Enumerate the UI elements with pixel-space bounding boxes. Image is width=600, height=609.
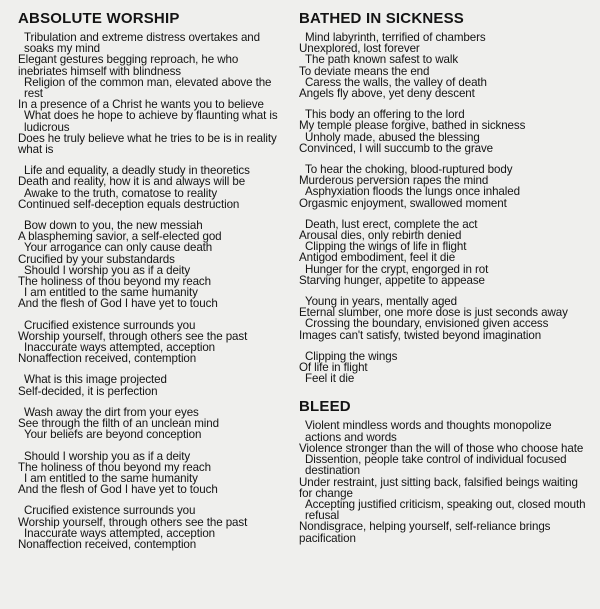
lyric-line: Religion of the common man, elevated above the rest	[24, 75, 272, 101]
lyric-line: Crucified existence surrounds you	[24, 318, 196, 332]
lyric-line: The path known safest to walk	[305, 53, 459, 67]
lyric-line: Self-decided, it is perfection	[18, 384, 158, 398]
lyric-line: Eternal slumber, one more dose is just seconds away	[299, 306, 568, 320]
stanza	[18, 32, 290, 155]
stanza	[18, 220, 290, 310]
lyric-line: Continued self-deception equals destruction	[18, 197, 240, 211]
lyric-line: Crossing the boundary, envisioned given access	[305, 317, 549, 331]
lyric-line: Clipping the wings	[305, 349, 398, 363]
lyric-line: Worship yourself, through others see the past	[18, 515, 248, 529]
lyric-line: My temple please forgive, bathed in sickness	[299, 119, 526, 133]
lyric-line: Your beliefs are beyond conception	[24, 428, 202, 442]
lyric-line: Dissention, people take control of individual focused destination	[305, 453, 567, 478]
lyric-line: Should I worship you as if a deity	[24, 263, 191, 277]
lyric-line: This body an offering to the lord	[305, 108, 465, 122]
lyric-line: Feel it die	[305, 372, 355, 386]
lyric-line: Awake to the truth, comatose to reality	[24, 186, 218, 200]
stanza-list	[299, 32, 589, 384]
song-title-bathed-in-sickness: BATHED IN SICKNESS	[299, 10, 465, 27]
lyric-line: Of life in flight	[299, 361, 368, 375]
lyric-line: Images can't satisfy, twisted beyond imagination	[299, 328, 542, 342]
lyric-line: Tribulation and extreme distress overtakes and soaks my mind	[24, 31, 260, 56]
lyric-line: The holiness of thou beyond my reach	[18, 460, 211, 474]
lyric-line: Nondisgrace, helping yourself, self-reliance brings pacification	[299, 520, 551, 545]
lyric-line: What does he hope to achieve by flaunting what is ludicrous	[24, 109, 278, 134]
stanza	[299, 109, 589, 154]
lyric-line: A blaspheming savior, a self-elected god	[18, 230, 222, 244]
lyric-line: Under restraint, just sitting back, falsified beings waiting for change	[299, 475, 578, 500]
lyric-line: Starving hunger, appetite to appease	[299, 273, 485, 287]
lyric-line: Arousal dies, only rebirth denied	[299, 229, 462, 243]
lyric-line: Crucified by your substandards	[18, 252, 175, 266]
right-column	[299, 10, 589, 554]
lyric-line: I am entitled to the same humanity	[24, 471, 198, 485]
lyric-line: Violence stronger than the will of those who choose hate	[299, 441, 584, 455]
lyric-line: Asphyxiation floods the lungs once inhaled	[305, 185, 520, 199]
stanza	[18, 165, 290, 210]
lyric-line: Death, lust erect, complete the act	[305, 217, 478, 231]
stanza	[299, 351, 589, 385]
lyric-line: Hunger for the crypt, engorged in rot	[305, 262, 489, 276]
lyric-line: I am entitled to the same humanity	[24, 286, 198, 300]
lyric-line: Angels fly above, yet deny descent	[299, 87, 475, 101]
stanza	[18, 451, 290, 496]
lyric-line: Nonaffection received, contemption	[18, 352, 197, 366]
left-column	[18, 10, 290, 560]
lyric-line: Unholy made, abused the blessing	[305, 130, 480, 144]
lyric-line: Mind labyrinth, terrified of chambers	[305, 31, 486, 44]
lyric-line: Does he truly believe what he tries to be is in reality what is	[18, 131, 277, 157]
lyric-line: Worship yourself, through others see the past	[18, 329, 248, 343]
stanza	[18, 407, 290, 441]
lyric-line: Orgasmic enjoyment, swallowed moment	[299, 196, 507, 210]
lyric-line: Caress the walls, the valley of death	[305, 75, 487, 89]
lyric-line: See through the filth of an unclean mind	[18, 417, 219, 431]
stanza	[18, 505, 290, 550]
lyric-line: Wash away the dirt from your eyes	[24, 405, 199, 419]
lyric-line: Inaccurate ways attempted, acception	[24, 526, 216, 540]
stanza	[299, 420, 589, 543]
lyric-line: The holiness of thou beyond my reach	[18, 275, 211, 289]
lyric-line: Accepting justified criticism, speaking out, closed mouth refusal	[305, 497, 586, 523]
lyric-line: Nonaffection received, contemption	[18, 537, 197, 551]
lyric-line: Unexplored, lost forever	[299, 42, 420, 56]
stanza	[299, 32, 589, 99]
stanza	[299, 164, 589, 209]
lyric-line: Crucified existence surrounds you	[24, 504, 196, 518]
stanza	[299, 296, 589, 341]
stanza	[299, 219, 589, 286]
lyric-line: To deviate means the end	[299, 64, 430, 78]
lyric-line: Clipping the wings of life in flight	[305, 240, 467, 254]
lyric-line: Your arrogance can only cause death	[24, 241, 213, 255]
lyric-line: Bow down to you, the new messiah	[24, 219, 203, 233]
lyric-line: Inaccurate ways attempted, acception	[24, 341, 216, 355]
lyric-line: Convinced, I will succumb to the grave	[299, 141, 494, 155]
lyric-line: Death and reality, how it is and always will be	[18, 175, 246, 189]
lyric-line: And the flesh of God I have yet to touch	[18, 297, 218, 311]
lyric-line: Elegant gestures begging reproach, he who inebriates himself with blindness	[18, 53, 239, 78]
stanza	[18, 374, 290, 396]
lyric-line: Antigod embodiment, feel it die	[299, 251, 456, 265]
song-title-bleed: BLEED	[299, 398, 351, 416]
lyric-line: To hear the choking, blood-ruptured body	[305, 163, 513, 177]
stanza-list	[18, 32, 290, 550]
stanza	[18, 320, 290, 365]
lyric-line: Violent mindless words and thoughts monopolize actions and words	[305, 419, 552, 444]
stanza-list	[299, 420, 589, 543]
song-title-absolute-worship: ABSOLUTE WORSHIP	[18, 10, 180, 27]
lyric-line: What is this image projected	[24, 373, 167, 387]
lyric-line: And the flesh of God I have yet to touch	[18, 483, 218, 497]
lyric-line: In a presence of a Christ he wants you to believe	[18, 98, 264, 112]
lyric-line: Life and equality, a deadly study in theoretics	[24, 164, 250, 178]
lyric-line: Young in years, mentally aged	[305, 295, 458, 309]
lyric-line: Should I worship you as if a deity	[24, 449, 191, 463]
lyric-line: Murderous perversion rapes the mind	[299, 174, 489, 188]
